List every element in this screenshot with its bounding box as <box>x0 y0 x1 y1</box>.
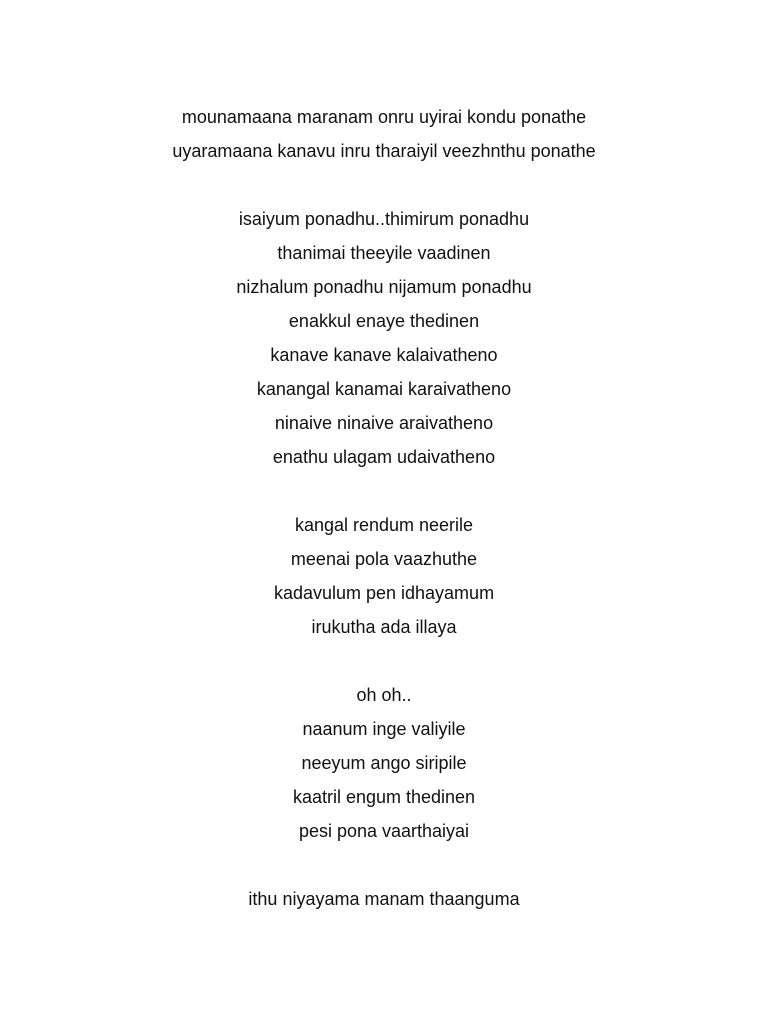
lyric-line: kanangal kanamai karaivatheno <box>256 379 512 399</box>
lyric-line: kadavulum pen idhayamum <box>273 583 495 603</box>
lyric-line: mounamaana maranam onru uyirai kondu ponathe <box>181 107 587 127</box>
lyric-line: uyaramaana kanavu inru tharaiyil veezhnthu ponathe <box>172 141 596 161</box>
lyric-line: oh oh.. <box>356 685 412 705</box>
lyric-line: kaatril engum thedinen <box>292 787 476 807</box>
stanza-3 <box>0 508 768 644</box>
stanza-4 <box>0 678 768 848</box>
lyric-line: naanum inge valiyile <box>302 719 466 739</box>
stanza-2 <box>0 202 768 474</box>
lyric-line: pesi pona vaarthaiyai <box>298 821 470 841</box>
lyric-line: nizhalum ponadhu nijamum ponadhu <box>236 277 532 297</box>
lyric-line: enakkul enaye thedinen <box>288 311 480 331</box>
lyric-line: ninaive ninaive araivatheno <box>274 413 494 433</box>
stanza-1 <box>0 100 768 168</box>
lyrics-body <box>0 100 768 950</box>
lyric-line: kanave kanave kalaivatheno <box>270 345 498 365</box>
lyric-line: thanimai theeyile vaadinen <box>277 243 491 263</box>
lyric-line: meenai pola vaazhuthe <box>290 549 478 569</box>
lyric-line: ithu niyayama manam thaanguma <box>248 889 520 909</box>
lyric-line: irukutha ada illaya <box>311 617 457 637</box>
lyric-line: neeyum ango siripile <box>301 753 467 773</box>
lyric-line: kangal rendum neerile <box>294 515 474 535</box>
stanza-5 <box>0 882 768 916</box>
lyric-line: enathu ulagam udaivatheno <box>272 447 496 467</box>
lyric-line: isaiyum ponadhu..thimirum ponadhu <box>238 209 530 229</box>
